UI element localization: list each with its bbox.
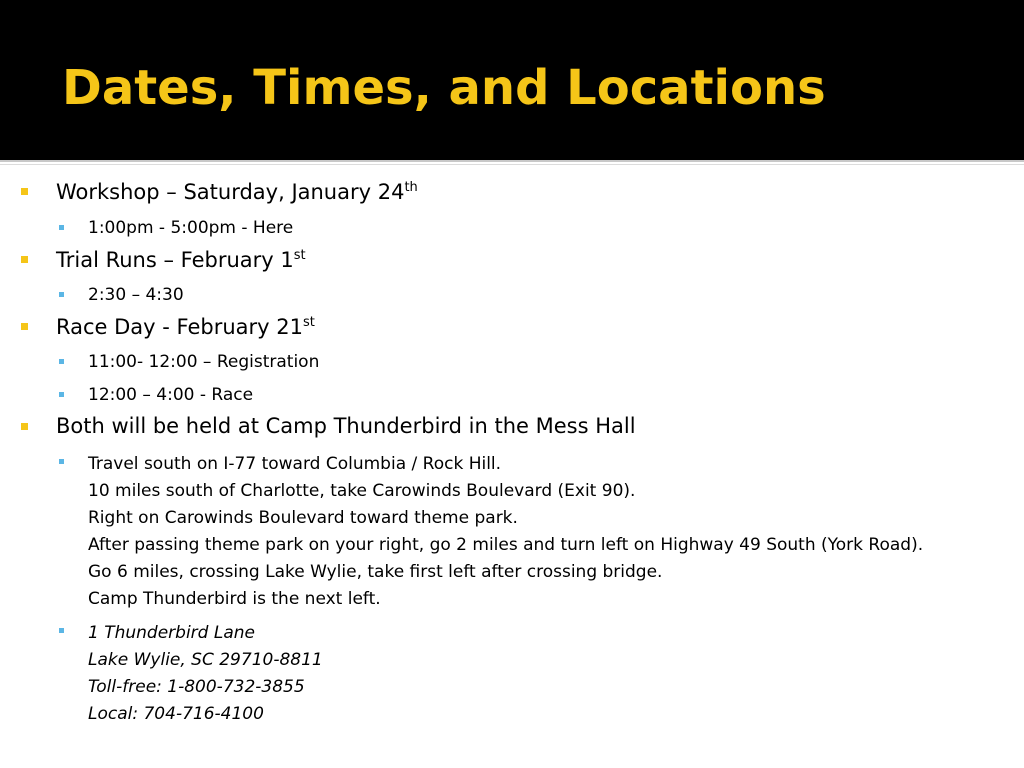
direction-line: 10 miles south of Charlotte, take Carowinds Boulevard (Exit 90). [88,481,636,501]
bullet-square-icon [21,423,28,430]
bullet-square-icon [21,188,28,195]
bullet-square-icon [21,256,28,263]
subbullet-square-icon [59,292,64,297]
bullet-square-icon [21,323,28,330]
bullet-workshop-text: Workshop – Saturday, January 24 [56,180,405,204]
bullet-workshop [56,178,418,206]
subbullet-race-registration: 11:00- 12:00 – Registration [88,352,320,372]
bullet-trial-ordinal: st [293,248,306,263]
subbullet-square-icon [59,359,64,364]
direction-line: Camp Thunderbird is the next left. [88,589,381,609]
subbullet-square-icon [59,628,64,633]
bullet-race-text: Race Day - February 21 [56,315,303,339]
direction-line: After passing theme park on your right, go 2 miles and turn left on Highway 49 South (York Road). [88,535,924,555]
subbullet-square-icon [59,392,64,397]
subbullet-square-icon [59,225,64,230]
address-block [88,620,323,728]
bullet-trial-text: Trial Runs – February 1 [56,248,294,272]
bullet-trial [56,246,306,274]
subbullet-trial-time: 2:30 – 4:30 [88,285,184,305]
address-line: Lake Wylie, SC 29710-8811 [88,650,323,670]
bullet-location: Both will be held at Camp Thunderbird in the Mess Hall [56,414,636,438]
bullet-race [56,313,315,341]
directions-block [88,451,923,613]
slide-title: Dates, Times, and Locations [62,60,826,116]
address-line: Local: 704-716-4100 [88,704,264,724]
bullet-workshop-ordinal: th [404,180,418,195]
direction-line: Go 6 miles, crossing Lake Wylie, take first left after crossing bridge. [88,562,663,582]
direction-line: Travel south on I-77 toward Columbia / Rock Hill. [88,454,502,474]
bullet-race-ordinal: st [303,315,315,330]
subbullet-race-time: 12:00 – 4:00 - Race [88,385,254,405]
address-line: Toll-free: 1-800-732-3855 [88,677,305,697]
subbullet-workshop-time: 1:00pm - 5:00pm - Here [88,218,294,238]
address-line: 1 Thunderbird Lane [88,623,255,643]
direction-line: Right on Carowinds Boulevard toward theme park. [88,508,518,528]
subbullet-square-icon [59,459,64,464]
